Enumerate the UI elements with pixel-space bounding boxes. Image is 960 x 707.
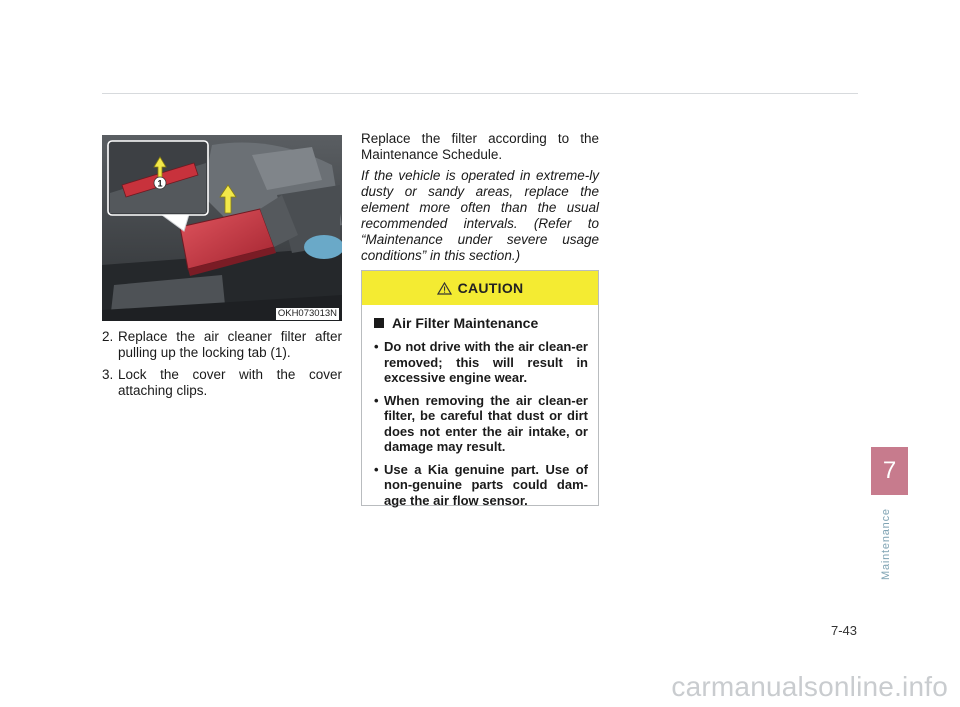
caution-bullets bbox=[362, 339, 598, 508]
page-number: 7-43 bbox=[830, 623, 857, 638]
caution-box bbox=[361, 270, 599, 506]
caution-bullet bbox=[374, 339, 588, 386]
air-filter-illustration bbox=[102, 135, 342, 321]
caution-bullet bbox=[374, 462, 588, 509]
steps-list bbox=[102, 329, 342, 405]
step-text: Lock the cover with the cover attaching clips. bbox=[118, 367, 342, 398]
caution-bullet-text: When removing the air clean-er filter, be careful that dust or dirt does not enter the air intake, or damage may result. bbox=[384, 392, 588, 454]
caution-bullet bbox=[374, 393, 588, 455]
bullet-dot-icon: • bbox=[374, 392, 379, 408]
schedule-paragraph: Replace the filter according to the Maintenance Schedule. bbox=[361, 131, 599, 162]
caution-bullet-text: Use a Kia genuine part. Use of non-genuine parts could dam-age the air flow sensor. bbox=[384, 461, 588, 508]
caution-header bbox=[362, 271, 598, 305]
square-bullet-icon bbox=[374, 318, 384, 328]
step-item bbox=[102, 329, 342, 361]
engine-bay-photo bbox=[102, 135, 342, 321]
caution-heading-text: Air Filter Maintenance bbox=[392, 315, 539, 331]
header-rule bbox=[102, 93, 858, 94]
bullet-dot-icon: • bbox=[374, 339, 379, 354]
severe-usage-note: If the vehicle is operated in extreme-ly dusty or sandy areas, replace the element more often than the usual recommended intervals. (Refer to “Maintenance under severe usage conditions” in this section.) bbox=[361, 168, 599, 263]
figure-code: OKH073013N bbox=[277, 308, 337, 319]
step-number: 2. bbox=[102, 329, 114, 344]
right-column-text bbox=[361, 131, 599, 264]
caution-title: CAUTION bbox=[457, 280, 524, 296]
watermark: carmanualsonline.info bbox=[671, 671, 948, 702]
inset-detail bbox=[108, 141, 208, 215]
step-item bbox=[102, 367, 342, 399]
step-text: Replace the air cleaner filter after pulling up the locking tab (1). bbox=[118, 329, 342, 360]
warning-triangle-icon bbox=[437, 282, 452, 295]
bullet-dot-icon: • bbox=[374, 461, 379, 477]
chapter-side-label: Maintenance bbox=[880, 508, 892, 580]
caution-bullet-text: Do not drive with the air clean-er removed; this will result in excessive engine wear. bbox=[384, 339, 588, 385]
chapter-tab: 7 bbox=[871, 447, 908, 495]
step-number: 3. bbox=[102, 367, 114, 382]
caution-heading bbox=[374, 315, 588, 331]
callout-number: 1 bbox=[157, 178, 163, 189]
